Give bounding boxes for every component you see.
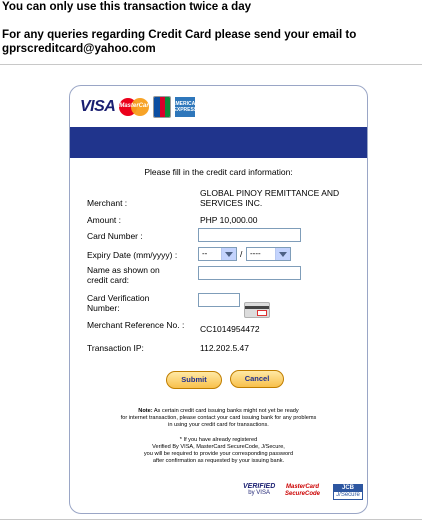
payment-panel — [69, 85, 368, 514]
note-banks: Note: As certain credit card issuing banks might not yet be ready for internet transaction, please contact your card issuing bank for any problems in using your credit card for transactions. — [120, 408, 317, 428]
amount-value: PHP 10,000.00 — [200, 215, 258, 225]
chevron-down-icon — [221, 248, 236, 260]
merchant-label: Merchant : — [87, 198, 128, 208]
submit-button[interactable]: Submit — [166, 371, 222, 389]
chevron-down-icon — [275, 248, 290, 260]
amex-logo: AMERICAN EXPRESS — [175, 97, 195, 117]
expiry-month-select[interactable]: -- — [198, 247, 237, 261]
expiry-separator: / — [240, 249, 243, 259]
expiry-label: Expiry Date (mm/yyyy) : — [87, 250, 178, 260]
form-instruction: Please fill in the credit card information: — [144, 167, 293, 177]
merchant-value: GLOBAL PINOY REMITTANCE AND SERVICES INC. — [200, 188, 340, 208]
transaction-ip-label: Transaction IP: — [87, 343, 144, 353]
card-logos — [80, 96, 199, 118]
page-notice — [2, 0, 418, 56]
mastercard-securecode-badge: MasterCard SecureCode — [285, 484, 321, 497]
cvv-label: Card Verification Number: — [87, 293, 150, 313]
contact-email: gprscreditcard@yahoo.com — [2, 42, 156, 55]
jcb-logo — [153, 96, 171, 118]
visa-logo: VISA — [80, 98, 116, 115]
cardholder-name-input[interactable] — [198, 266, 301, 280]
cancel-button[interactable]: Cancel — [230, 370, 284, 388]
cvv-input[interactable] — [198, 293, 240, 307]
merchant-ref-label: Merchant Reference No. : — [87, 320, 185, 330]
header-band — [70, 127, 367, 158]
transaction-ip-value: 112.202.5.47 — [200, 343, 249, 353]
mastercard-logo: MasterCard — [119, 97, 149, 117]
contact-notice: For any queries regarding Credit Card please send your email to — [2, 28, 357, 41]
merchant-ref-value: CC1014954472 — [200, 324, 260, 334]
note-secure-registration: * If you have already registered Verified By VISA, MasterCard SecureCode, J/Secure, you will be required to provide your corresponding password after confirmation as requested by your issuing bank. — [143, 437, 294, 464]
jcb-jsecure-badge: JCB J/Secure — [333, 484, 363, 500]
card-number-label: Card Number : — [87, 231, 143, 241]
cardholder-name-label: Name as shown on credit card: — [87, 265, 160, 285]
card-number-input[interactable] — [198, 228, 301, 242]
divider-top — [0, 64, 422, 65]
amount-label: Amount : — [87, 215, 122, 225]
cvv-hint-icon — [244, 302, 270, 318]
daily-limit-notice: You can only use this transaction twice a day — [2, 0, 252, 13]
divider-bottom — [0, 519, 422, 520]
expiry-year-select[interactable]: ---- — [246, 247, 291, 261]
verified-by-visa-badge: VERIFIED by VISA — [243, 483, 276, 496]
